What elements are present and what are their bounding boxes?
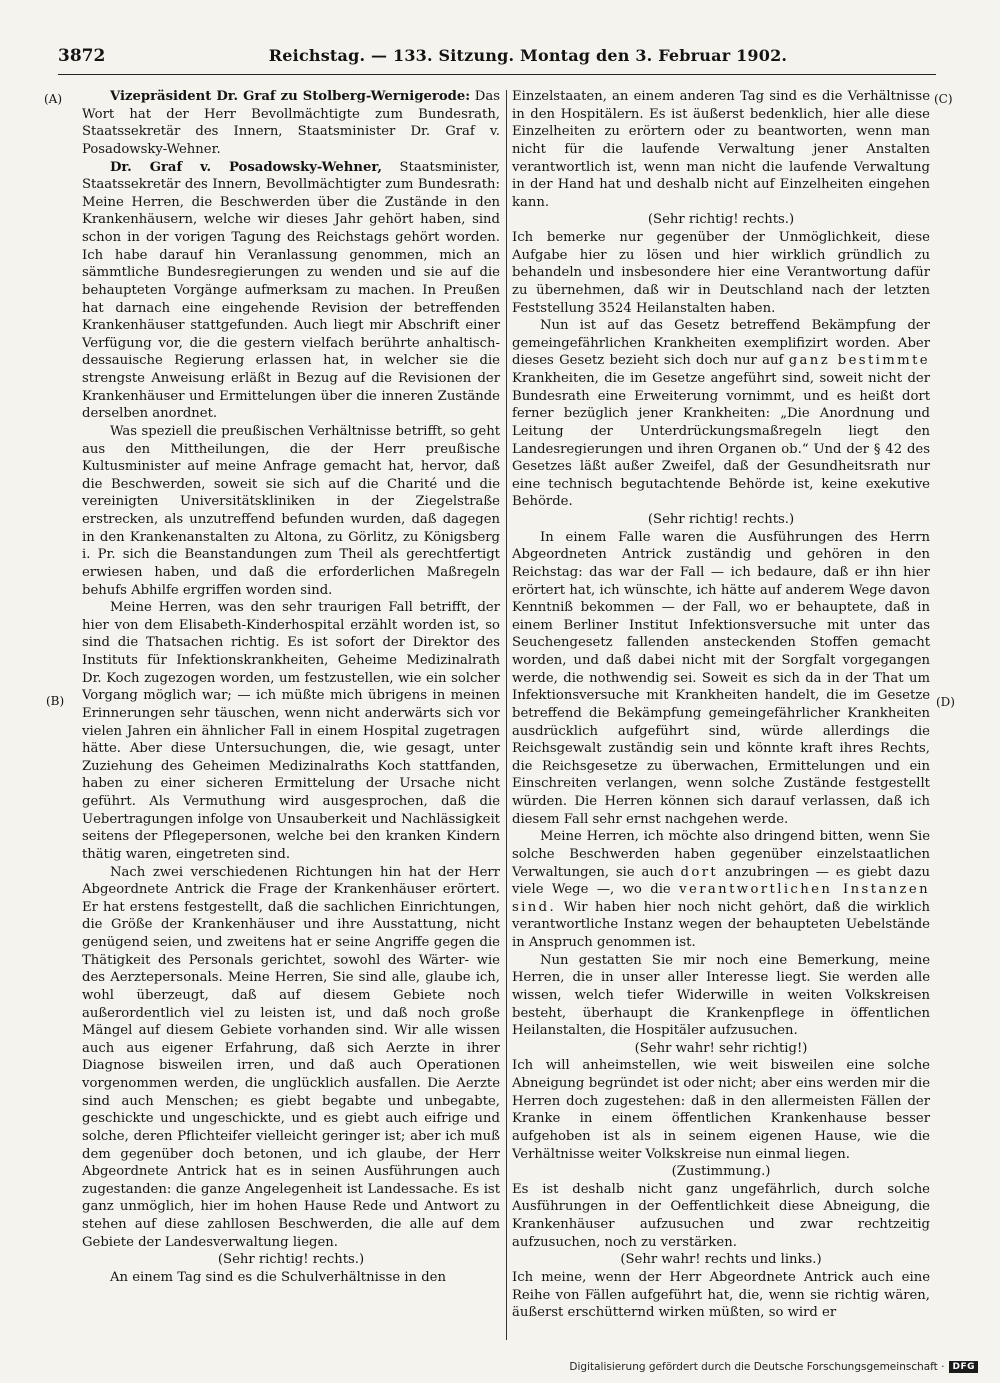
paragraph: Meine Herren, was den sehr traurigen Fall betrifft, der hier von dem Elisabeth-Kinderhospital erzählt worden ist, so sind die Thatsachen richtig. Es ist sofort der Direktor des Instituts für Infektionskrankheiten, Geheime Medizinalrath Dr. Koch zugezogen worden, um festzustellen, wie ein solcher Vorgang möglich war; — ich müßte mich übrigens in meinen Erinnerungen sehr täuschen, wenn nicht anderwärts sich vor vielen Jahren ein ähnlicher Fall in einem Hospital zugetragen hätte. Aber diese Untersuchungen, die, wie gesagt, unter Zuziehung des Geheimen Medizinalraths Koch stattfanden, haben zu einer sicheren Ermittelung der Ursache nicht geführt. Als Vermuthung wird ausgesprochen, daß die Uebertragungen infolge von Unsauberkeit und Nachlässigkeit seitens der Pflegepersonen, welche bei den kranken Kindern thätig waren, eingetreten sind. bbox=[82, 600, 500, 862]
stage-direction: (Sehr richtig! rechts.) bbox=[647, 212, 795, 228]
paragraph: In einem Falle waren die Ausführungen des Herrn Abgeordneten Antrick zuständig und gehören in den Reichstag: das war der Fall — ich bedaure, daß er ihn hier erörtert hat, ich wünschte, ich hätte auf anderem Wege davon Kenntniß bekommen — der Fall, wo er behauptete, daß in einem Berliner Institut Infektionsversuche mit unter das Seuchengesetz fallenden ansteckenden Stoffen gemacht worden, und daß dabei nicht mit der Sorgfalt vorgegangen werde, die nothwendig sei. Soweit es sich da in der That um Infektionsversuche mit Krankheiten handelt, die im Gesetze betreffend die Bekämpfung gemeingefährlicher Krankheiten ausdrücklich aufgeführt sind, würde allerdings die Reichsgewalt zuständig sein und könnte kraft ihres Rechts, die Reichsgesetze zu überwachen, Ermittelungen und ein Einschreiten verlangen, wenn solche Zustände festgestellt würden. Die Herren können sich darauf verlassen, daß ich diesem Fall sehr ernst nachgehen werde. bbox=[512, 529, 930, 827]
paragraph: Nach zwei verschiedenen Richtungen hin hat der Herr Abgeordnete Antrick die Frage der Krankenhäuser erörtert. Er hat erstens festgestellt, daß die sachlichen Einrichtungen, die Größe der Krankenhäuser und ihre Ausstattung, nicht genügend seien, und zweitens hat er seine Angriffe gegen die Thätigkeit des Personals gerichtet, sowohl des Wärter- wie des Aerztepersonals. Meine Herren, Sie sind alle, glaube ich, wohl überzeugt, daß auf diesem Gebiete noch außerordentlich viel zu leisten ist, und daß noch große Mängel auf diesem Gebiete vorhanden sind. Wir alle wissen auch aus eigener Erfahrung, daß sich Aerzte in ihrer Diagnose bisweilen irren, und daß auch Operationen vorgenommen werden, die unglücklich ausfallen. Die Aerzte sind auch Menschen; es giebt begabte und unbegabte, geschickte und ungeschickte, und es giebt auch eifrige und solche, deren Pflichteifer vielleicht geringer ist; aber ich muß dem gegenüber doch betonen, und ich glaube, der Herr Abgeordnete Antrick hat es in seinen Ausführungen auch zugestanden: die ganze Angelegenheit ist Landessache. Es ist ganz unmöglich, hier im hohen Hause Rede und Antwort zu stehen auf diese zahllosen Beschwerden, die alle auf dem Gebiete der Landesverwaltung liegen. bbox=[82, 864, 500, 1250]
credit-text: Digitalisierung gefördert durch die Deutsche Forschungsgemeinschaft · bbox=[569, 1361, 945, 1373]
margin-marker-c: (C) bbox=[934, 92, 953, 106]
stage-direction: (Sehr wahr! rechts und links.) bbox=[620, 1252, 822, 1268]
page-header bbox=[58, 44, 936, 75]
paragraph: Ich will anheimstellen, wie weit bisweilen eine solche Abneigung begründet ist oder nicht; aber eins werden mir die Herren doch zugestehen: daß in den allermeisten Fällen der Kranke in einem öffentlichen Krankenhause besser aufgehoben ist als in seinem eigenen Hause, wie die Verhältnisse weiter Volkskreise nun einmal liegen. bbox=[512, 1058, 930, 1162]
emphasis: dort bbox=[680, 864, 719, 880]
stage-direction: (Sehr wahr! sehr richtig!) bbox=[634, 1040, 808, 1056]
column-divider bbox=[506, 90, 507, 1340]
right-column bbox=[512, 88, 930, 1322]
left-column bbox=[82, 88, 500, 1287]
paragraph: Was speziell die preußischen Verhältnisse betrifft, so geht aus den Mittheilungen, die der Herr preußische Kultusminister auf meine Anfrage gemacht hat, hervor, daß die Beschwerden, soweit sie sich auf die Charité und die vereinigten Universitätskliniken in der Ziegelstraße erstrecken, als unzutreffend befunden wurden, daß dagegen in den Krankenanstalten zu Altona, zu Görlitz, zu Königsberg i. Pr. sich die Beanstandungen zum Theil als gerechtfertigt erwiesen haben, und daß die erforderlichen Maßregeln behufs Abhilfe ergriffen worden sind. bbox=[82, 423, 500, 598]
stage-direction: (Sehr richtig! rechts.) bbox=[647, 512, 795, 527]
paragraph: An einem Tag sind es die Schulverhältnisse in den bbox=[110, 1269, 446, 1285]
paragraph: Vizepräsident Dr. Graf zu Stolberg-Wernigerode: Das Wort hat der Herr Bevollmächtigte zum Bundesrath, Staatssekretär des Innern, Staatsminister Dr. Graf v. Posadowsky-Wehner. bbox=[82, 89, 500, 157]
emphasis: ganz bestimmte bbox=[788, 353, 930, 369]
speaker-name: Vizepräsident Dr. Graf zu Stolberg-Wernigerode: bbox=[110, 89, 471, 104]
page-number: 3872 bbox=[58, 46, 106, 66]
running-head: Reichstag. — 133. Sitzung. Montag den 3. Februar 1902. bbox=[268, 46, 788, 65]
paragraph: Nun gestatten Sie mir noch eine Bemerkung, meine Herren, die in unser aller Interesse liegt. Sie werden alle wissen, welch tiefer Widerwille in weiten Volkskreisen besteht, überhaupt die Krankenpflege in öffentlichen Heilanstalten, die Hospitäler aufzusuchen. bbox=[512, 952, 930, 1039]
digitization-credit bbox=[569, 1361, 978, 1373]
speaker-name: Dr. Graf v. Posadowsky-Wehner, bbox=[110, 159, 382, 175]
paragraph: Dr. Graf v. Posadowsky-Wehner, Staatsminister, Staatssekretär des Innern, Bevollmächtigter zum Bundesrath: Meine Herren, die Beschwerden über die Zustände in den Krankenhäusern, welche wir dieses Jahr gehört haben, sind schon in der vorigen Tagung des Reichstags gehört worden. Ich habe darauf hin Veranlassung genommen, mich an sämmtliche Bundesregierungen zu wenden und sie auf die behaupteten Vorgänge aufmerksam zu machen. In Preußen hat darnach eine eingehende Revision der betreffenden Krankenhäuser stattgefunden. Auch liegt mir Abschrift einer Verfügung vor, die die gestern vielfach berührte anhaltisch-dessauische Regierung erlassen hat, in welcher sie die strengste Anweisung erläßt in Bezug auf die Revisionen der Krankenhäuser und Ermittelungen über die inneren Zustände derselben anordnet. bbox=[82, 159, 500, 422]
emphasis: verantwortlichen Instanzen sind. bbox=[512, 882, 930, 915]
paragraph: Ich meine, wenn der Herr Abgeordnete Antrick auch eine Reihe von Fällen aufgeführt hat, die, wenn sie richtig wären, äußerst erschütternd wirken müßten, so wird er bbox=[512, 1269, 930, 1321]
margin-marker-a: (A) bbox=[44, 92, 63, 106]
stage-direction: (Zustimmung.) bbox=[671, 1164, 771, 1180]
paragraph: Meine Herren, ich möchte also dringend bitten, wenn Sie solche Beschwerden haben gegenüber einzelstaatlichen Verwaltungen, sie auch dort anzubringen — es giebt dazu viele Wege —, wo die verantwortlichen Instanzen sind. Wir haben hier noch nicht gehört, daß die wirklich verantwortliche Instanz wegen der behaupteten Uebelstände in Anspruch genommen ist. bbox=[512, 829, 930, 950]
paragraph: Nun ist auf das Gesetz betreffend Bekämpfung der gemeingefährlichen Krankheiten exemplifizirt worden. Aber dieses Gesetz bezieht sich doch nur auf ganz bestimmte Krankheiten, die im Gesetze angeführt sind, soweit nicht der Bundesrath eine Erweiterung vornimmt, und es heißt dort ferner bezüglich jener Krankheiten: „Die Anordnung und Leitung der Unterdrückungsmaßregeln liegt den Landesregierungen und ihren Organen ob.“ Und der § 42 des Gesetzes läßt außer Zweifel, daß der Gesundheitsrath nur eine technisch begutachtende Behörde ist, keine exekutive Behörde. bbox=[512, 318, 930, 510]
stage-direction: (Sehr richtig! rechts.) bbox=[217, 1252, 365, 1268]
dfg-logo-icon: DFG bbox=[949, 1361, 978, 1373]
paragraph: Einzelstaaten, an einem anderen Tag sind es die Verhältnisse in den Hospitälern. Es ist äußerst bedenklich, hier alle diese Einzelheiten zu erörtern oder zu beantworten, wenn man nicht für die laufende Verwaltung jener Anstalten verantwortlich ist, wenn man nicht die laufende Verwaltung in der Hand hat und deshalb nicht auf Einzelheiten eingehen kann. bbox=[512, 89, 930, 210]
margin-marker-b: (B) bbox=[46, 694, 65, 708]
margin-marker-d: (D) bbox=[936, 695, 955, 709]
paragraph: Ich bemerke nur gegenüber der Unmöglichkeit, diese Aufgabe hier zu lösen und hier wirklich gründlich zu behandeln und insbesondere hier eine Verantwortung dafür zu übernehmen, daß wir in Deutschland nach der letzten Feststellung 3524 Heilanstalten haben. bbox=[512, 230, 930, 316]
paragraph: Es ist deshalb nicht ganz ungefährlich, durch solche Ausführungen in der Oeffentlichkeit diese Abneigung, die Krankenhäuser aufzusuchen und zwar rechtzeitig aufzusuchen, noch zu verstärken. bbox=[512, 1181, 930, 1250]
